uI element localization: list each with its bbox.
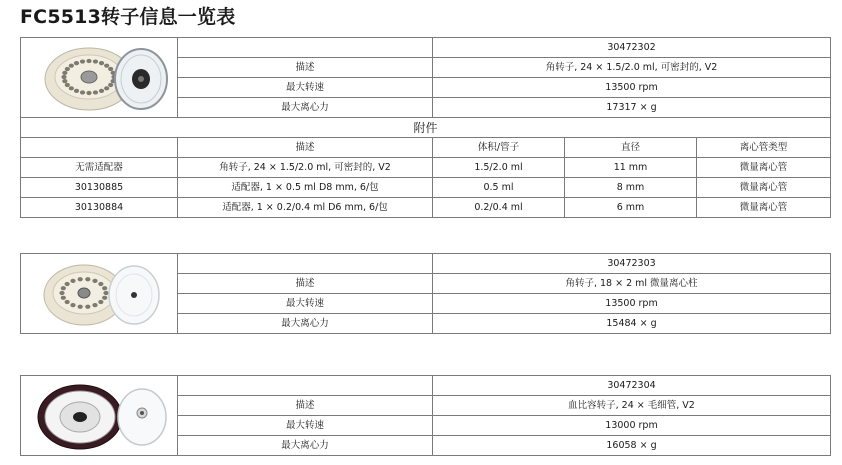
accessory-volume: 0.2/0.4 ml (433, 198, 565, 218)
column-header: 体积/管子 (433, 138, 565, 158)
spec-value: 角转子, 18 × 2 ml 微量离心柱 (433, 274, 831, 294)
rotor-hole (108, 66, 113, 70)
rotor-image-cell (21, 376, 178, 456)
spec-value: 15484 × g (433, 314, 831, 334)
rotor-hole (80, 59, 85, 63)
rotor-hole (80, 90, 85, 94)
spec-value: 13500 rpm (433, 78, 831, 98)
rotor-table-30472303 (20, 253, 831, 334)
rotor-hole (61, 286, 66, 290)
rotor-table-30472304 (20, 375, 831, 456)
rotor-hole (103, 290, 108, 294)
rotor-image-cell (21, 254, 178, 334)
rotor-hole (65, 299, 70, 303)
rotor-hole (69, 86, 74, 90)
accessory-description: 角转子, 24 × 1.5/2.0 ml, 可密封的, V2 (178, 158, 433, 178)
rotor-hole (62, 70, 67, 74)
rotor-hole (99, 88, 104, 92)
spec-value: 血比容转子, 24 × 毛细管, V2 (433, 396, 831, 416)
spec-label: 最大离心力 (178, 436, 433, 456)
rotor-hole (108, 82, 113, 86)
column-header: 直径 (565, 138, 697, 158)
rotor-hole (61, 74, 66, 78)
rotor-hole (102, 286, 107, 290)
table-row (21, 198, 831, 218)
accessories-heading: 附件 (21, 118, 831, 138)
page-title: FC5513转子信息一览表 (20, 6, 236, 28)
part-number: 30472304 (433, 376, 831, 396)
accessory-tube-type: 微量离心管 (697, 158, 831, 178)
column-header: 离心管类型 (697, 138, 831, 158)
rotor-table-30472302 (20, 37, 831, 218)
column-header (21, 138, 178, 158)
rotor-hole (74, 61, 79, 65)
table-row (21, 158, 831, 178)
spec-value: 13500 rpm (433, 294, 831, 314)
rotor-hole (86, 90, 91, 94)
rotor-hole (102, 295, 107, 299)
accessory-diameter: 8 mm (565, 178, 697, 198)
spec-label: 描述 (178, 396, 433, 416)
accessory-volume: 0.5 ml (433, 178, 565, 198)
accessory-part-number: 30130885 (21, 178, 178, 198)
rotor-24-place-icon (24, 39, 178, 117)
rotor-hole (62, 79, 67, 83)
spec-label: 最大离心力 (178, 98, 433, 118)
spec-value: 角转子, 24 × 1.5/2.0 ml, 可密封的, V2 (433, 58, 831, 78)
accessories-header-row (21, 138, 831, 158)
rotor-hole (69, 63, 74, 67)
rotor-hole (93, 90, 98, 94)
spec-label: 最大离心力 (178, 314, 433, 334)
accessory-part-number: 无需适配器 (21, 158, 178, 178)
rotor-hole (65, 66, 70, 70)
table-row (21, 178, 831, 198)
spec-label: 最大转速 (178, 416, 433, 436)
rotor-hole (86, 58, 91, 62)
spec-label: 描述 (178, 58, 433, 78)
accessory-part-number: 30130884 (21, 198, 178, 218)
accessory-diameter: 11 mm (565, 158, 697, 178)
part-number: 30472303 (433, 254, 831, 274)
rotor-hole (74, 88, 79, 92)
rotor-hole (92, 278, 97, 282)
rotor-image-cell (21, 38, 178, 118)
accessory-volume: 1.5/2.0 ml (433, 158, 565, 178)
rotor-hole (104, 63, 109, 67)
rotor-hole (65, 82, 70, 86)
rotor-hole (92, 303, 97, 307)
rotor-hole (78, 277, 83, 281)
accessory-description: 适配器, 1 × 0.5 ml D8 mm, 6/包 (178, 178, 433, 198)
spec-label: 描述 (178, 274, 433, 294)
rotor-hole (65, 281, 70, 285)
rotor-hole (59, 290, 64, 294)
spec-value: 16058 × g (433, 436, 831, 456)
column-header: 描述 (178, 138, 433, 158)
spec-label: 最大转速 (178, 78, 433, 98)
part-number: 30472302 (433, 38, 831, 58)
spec-label: 最大转速 (178, 294, 433, 314)
hematocrit-rotor-icon (24, 377, 178, 455)
accessory-description: 适配器, 1 × 0.2/0.4 ml D6 mm, 6/包 (178, 198, 433, 218)
spec-value: 17317 × g (433, 98, 831, 118)
accessory-diameter: 6 mm (565, 198, 697, 218)
rotor-18-place-icon (24, 255, 178, 333)
rotor-hole (98, 281, 103, 285)
rotor-hole (104, 86, 109, 90)
rotor-hole (70, 303, 75, 307)
rotor-hole (85, 304, 90, 308)
accessory-tube-type: 微量离心管 (697, 178, 831, 198)
rotor-hole (61, 295, 66, 299)
rotor-hole (78, 304, 83, 308)
rotor-hole (93, 59, 98, 63)
rotor-hole (99, 61, 104, 65)
rotor-hole (98, 299, 103, 303)
rotor-hole (70, 278, 75, 282)
accessory-tube-type: 微量离心管 (697, 198, 831, 218)
spec-value: 13000 rpm (433, 416, 831, 436)
rotor-hole (85, 277, 90, 281)
